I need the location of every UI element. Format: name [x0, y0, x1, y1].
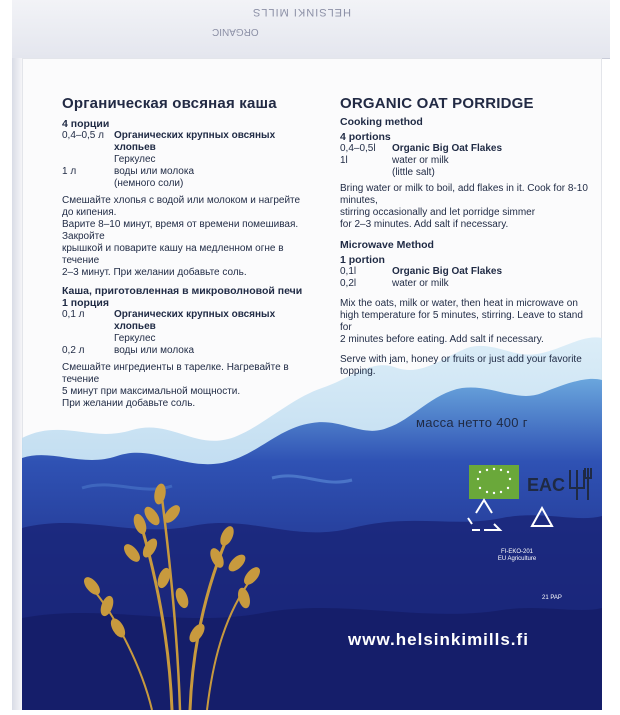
ru-method-line: крышкой и поварите кашу на медленном огне в течение	[62, 243, 284, 266]
en-serve-line: Serve with jam, honey or fruits or just add your favorite topping.	[340, 354, 582, 377]
eu-organic-leaf-icon	[469, 465, 519, 499]
website-url: www.helsinkimills.fi	[348, 630, 529, 649]
en-microwave-title: Microwave Method	[340, 239, 434, 251]
ru-microwave-title: Каша, приготовленная в микроволновой печи	[62, 285, 303, 297]
box-side-edge	[12, 58, 22, 710]
package-back-face	[22, 58, 602, 710]
en-ingredient-row: 1l water or milk (little salt)	[340, 155, 449, 178]
en-mw-method-line: Mix the oats, milk or water, then heat in microwave on	[340, 298, 578, 309]
english-recipe-column	[340, 95, 590, 378]
eac-mark-icon	[527, 475, 565, 495]
mirrored-brand-text: HELSINKI MILLS	[252, 6, 351, 18]
recycle-pap-label: 21 PAP	[542, 595, 562, 601]
ru-portions: 4 порции	[62, 118, 110, 130]
svg-text:EAC: EAC	[527, 475, 566, 495]
box-top-flap	[12, 0, 610, 59]
ru-method-line: 2–3 минут. При желании добавьте соль.	[62, 267, 247, 278]
ru-mw-method-line: При желании добавьте соль.	[62, 398, 196, 409]
ru-mw-method-line: Смешайте ингредиенты в тарелке. Нагревайте в течение	[62, 362, 289, 385]
en-microwave-portion: 1 portion	[340, 254, 385, 266]
ru-mw-ingredient-row: 0,1 л Органических крупных овсяных хлопьев Геркулес	[62, 309, 276, 344]
ru-ingredient-row: 0,4–0,5 л Органических крупных овсяных хлопьев Геркулес	[62, 130, 276, 165]
en-cooking-title: Cooking method	[340, 116, 423, 128]
ru-method-line: Варите 8–10 минут, время от времени помешивая. Закройте	[62, 219, 299, 242]
en-ingredient-row: 0,4–0,5l Organic Big Oat Flakes	[340, 143, 503, 154]
en-method-line: for 2–3 minutes. Add salt if necessary.	[340, 219, 509, 230]
en-mw-method-line: high temperature for 5 minutes, stirring. Leave to stand for	[340, 310, 583, 333]
russian-recipe-column	[62, 95, 312, 410]
ru-microwave-portion: 1 порция	[62, 297, 109, 309]
en-title: ORGANIC OAT PORRIDGE	[340, 95, 534, 112]
ru-ingredient-row: 1 л воды или молока (немного соли)	[62, 166, 195, 189]
en-method-line: Bring water or milk to boil, add flakes in it. Cook for 8-10 minutes,	[340, 183, 588, 206]
en-method-line: stirring occasionally and let porridge simmer	[340, 207, 536, 218]
en-mw-ingredient-row: 0,1l Organic Big Oat Flakes	[340, 266, 503, 277]
ru-title: Органическая овсяная каша	[62, 95, 277, 112]
en-portions: 4 portions	[340, 131, 391, 143]
ru-method-line: Смешайте хлопья с водой или молоком и нагрейте до кипения.	[62, 195, 301, 218]
en-mw-ingredient-row: 0,2l water or milk	[340, 278, 449, 289]
eco-certification-code: FI-EKO-201 EU Agriculture	[497, 549, 537, 562]
ru-mw-method-line: 5 минут при максимальной мощности.	[62, 386, 241, 397]
en-mw-method-line: 2 minutes before eating. Add salt if necessary.	[340, 334, 544, 345]
net-weight-label: масса нетто 400 г	[416, 415, 528, 430]
ru-mw-ingredient-row: 0,2 л воды или молока	[62, 345, 195, 356]
mirrored-text: ORGANIC	[212, 26, 259, 37]
